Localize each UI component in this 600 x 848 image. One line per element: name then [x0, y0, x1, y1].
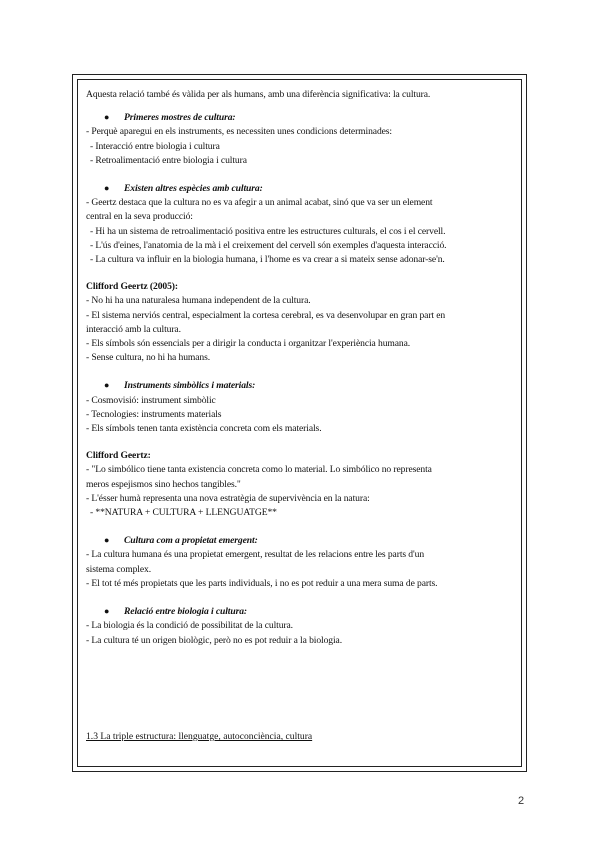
page-border-inner — [77, 79, 522, 767]
list-item: - El sistema nerviós central, especialment la cortesa cerebral, es va desenvolupar en gran part en — [86, 309, 446, 321]
section-heading: ● Instruments simbòlics i materials: — [104, 380, 256, 392]
list-item: - Retroalimentació entre biologia i cultura — [90, 154, 247, 166]
list-item: - La cultura humana és una propietat emergent, resultat de les relacions entre les parts d'un — [86, 549, 425, 561]
section-heading: ● Relació entre biologia i cultura: — [104, 606, 248, 618]
bullet-icon: ● — [104, 112, 110, 123]
bullet-icon: ● — [104, 183, 110, 194]
list-item: - Interacció entre biologia i cultura — [90, 140, 220, 152]
list-item: - Geertz destaca que la cultura no es va afegir a un animal acabat, sinó que va ser un element — [86, 197, 433, 209]
bullet-icon: ● — [104, 380, 110, 391]
list-item: - Cosmovisió: instrument simbòlic — [86, 394, 216, 406]
list-item: central en la seva producció: — [86, 211, 193, 223]
list-item: - El tot té més propietats que les parts individuals, i no es pot reduir a una mera suma de parts. — [86, 577, 438, 589]
list-item: - La cultura va influir en la biologia humana, i l'home es va crear a si mateix sense adonar-se'n. — [90, 254, 445, 266]
list-item: - La cultura té un origen biològic, però no es pot reduir a la biologia. — [86, 634, 343, 646]
list-item: - Els símbols són essencials per a dirigir la conducta i organitzar l'experiència humana. — [86, 338, 411, 350]
list-item: - Els símbols tenen tanta existència concreta com els materials. — [86, 423, 322, 435]
document-body — [86, 88, 518, 648]
list-item: interacció amb la cultura. — [86, 323, 181, 335]
bullet-icon: ● — [104, 535, 110, 546]
subsection-title: 1.3 La triple estructura: llenguatge, autoconciència, cultura — [86, 731, 313, 742]
list-item: - No hi ha una naturalesa humana independent de la cultura. — [86, 295, 311, 307]
list-item: sistema complex. — [86, 563, 152, 575]
section-heading: Clifford Geertz: — [86, 450, 151, 462]
page-number: 2 — [518, 795, 525, 807]
section-heading: ● Primeres mostres de cultura: — [104, 112, 236, 124]
bullet-icon: ● — [104, 606, 110, 617]
list-item: - Hi ha un sistema de retroalimentació positiva entre les estructures culturals, el cos i el cervell. — [90, 225, 446, 237]
section-heading: ● Existen altres espècies amb cultura: — [104, 183, 263, 195]
list-item: meros espejismos sino hechos tangibles." — [86, 478, 241, 490]
list-item: - La biologia és la condició de possibilitat de la cultura. — [86, 620, 293, 632]
section-heading: ● Cultura com a propietat emergent: — [104, 535, 258, 547]
list-item: - L'ús d'eines, l'anatomia de la mà i el creixement del cervell són exemples d'aquesta interacció. — [90, 239, 447, 251]
list-item: - Perquè aparegui en els instruments, es necessiten unes condicions determinades: — [86, 126, 393, 138]
list-item: - L'ésser humà representa una nova estratègia de supervivència en la natura: — [86, 492, 370, 504]
list-item: - Tecnologies: instruments materials — [86, 408, 222, 420]
list-item: - Sense cultura, no hi ha humans. — [86, 352, 211, 364]
section-heading: Clifford Geertz (2005): — [86, 281, 178, 293]
intro-text: Aquesta relació també és vàlida per als humans, amb una diferència significativa: la cultura. — [86, 89, 431, 100]
list-item: - **NATURA + CULTURA + LLENGUATGE** — [90, 507, 277, 519]
list-item: - "Lo simbólico tiene tanta existencia concreta como lo material. Lo simbólico no representa — [86, 464, 432, 476]
page-border-outer — [72, 74, 527, 772]
